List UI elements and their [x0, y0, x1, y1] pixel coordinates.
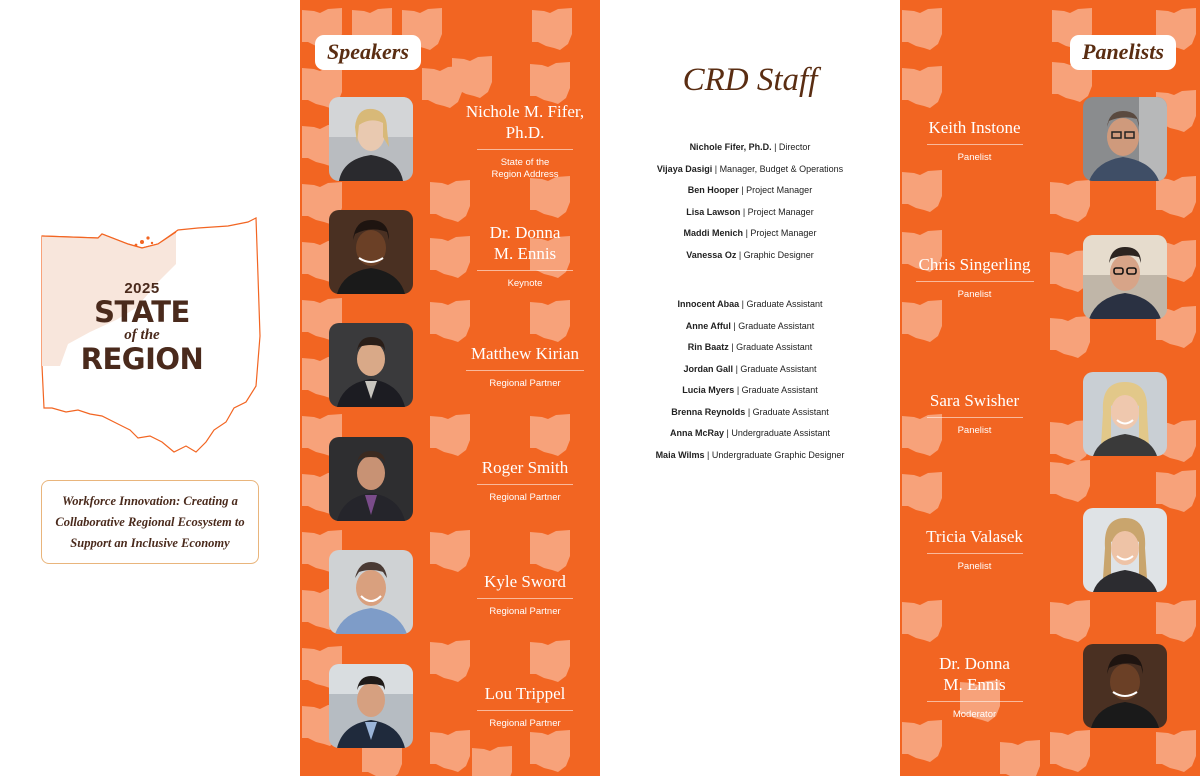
speaker-card-1 — [460, 101, 590, 181]
staff-entry: Maddi Menich | Project Manager — [683, 228, 817, 238]
panelist-card-2 — [906, 254, 1043, 301]
staff-list-assistants — [600, 294, 900, 466]
speaker-photo-5 — [329, 550, 413, 634]
speaker-name: Roger Smith — [481, 458, 569, 477]
panelist-role: Panelist — [957, 289, 992, 300]
staff-entry: Rin Baatz | Graduate Assistant — [687, 342, 813, 352]
panelist-photo-2 — [1083, 235, 1167, 319]
staff-heading: CRD Staff — [682, 62, 818, 98]
speaker-card-5 — [460, 571, 590, 618]
panelist-card-1 — [912, 117, 1037, 164]
event-title — [62, 280, 222, 375]
divider — [927, 417, 1023, 418]
panelist-name: Sara Swisher — [929, 391, 1020, 410]
speaker-name: Lou Trippel — [484, 684, 566, 703]
panelist-name: Chris Singerling — [918, 255, 1031, 274]
panelist-role: Panelist — [957, 152, 992, 163]
event-year: 2025 — [124, 280, 160, 297]
title-region: REGION — [80, 342, 204, 376]
divider — [477, 710, 573, 711]
speakers-panel — [300, 0, 600, 776]
speaker-name: Dr. Donna M. Ennis — [489, 223, 561, 263]
panelists-heading: Panelists — [1070, 35, 1176, 70]
divider — [927, 553, 1023, 554]
panelist-role: Panelist — [957, 561, 992, 572]
speaker-photo-4 — [329, 437, 413, 521]
divider — [916, 281, 1034, 282]
speaker-photo-2 — [329, 210, 413, 294]
panelist-name: Tricia Valasek — [926, 527, 1023, 546]
staff-entry: Anna McRay | Undergraduate Assistant — [670, 428, 830, 438]
speaker-card-2 — [460, 222, 590, 290]
speaker-name: Nichole M. Fifer, Ph.D. — [465, 102, 585, 142]
speaker-photo-6 — [329, 664, 413, 748]
divider — [466, 370, 584, 371]
divider — [927, 701, 1023, 702]
panelist-photo-3 — [1083, 372, 1167, 456]
panelist-photo-5 — [1083, 644, 1167, 728]
staff-entry: Lisa Lawson | Project Manager — [686, 206, 814, 217]
panelist-role: Panelist — [957, 425, 992, 436]
speaker-name: Matthew Kirian — [470, 344, 580, 363]
staff-entry: Ben Hooper | Project Manager — [687, 185, 813, 195]
speakers-heading: Speakers — [315, 35, 421, 70]
divider — [927, 144, 1023, 145]
speaker-photo-1 — [329, 97, 413, 181]
staff-list-primary — [600, 137, 900, 266]
divider — [477, 598, 573, 599]
staff-entry: Innocent Abaa | Graduate Assistant — [677, 299, 823, 309]
divider — [477, 270, 573, 271]
speaker-role: Keynote — [507, 278, 543, 289]
title-of-the: of the — [124, 327, 160, 343]
staff-entry: Maia Wilms | Undergraduate Graphic Designer — [655, 449, 845, 460]
speaker-card-3 — [450, 343, 600, 390]
staff-entry: Vanessa Oz | Graphic Designer — [686, 249, 814, 260]
speaker-role: State of the Region Address — [491, 157, 559, 180]
panelist-card-5 — [912, 653, 1037, 721]
panelists-panel — [900, 0, 1200, 776]
staff-entry: Brenna Reynolds | Graduate Assistant — [671, 406, 829, 417]
theme-box — [41, 480, 259, 564]
speaker-name: Kyle Sword — [484, 572, 566, 591]
panelist-name: Dr. Donna M. Ennis — [939, 654, 1010, 694]
staff-entry: Nichole Fifer, Ph.D. | Director — [689, 142, 811, 152]
divider — [477, 484, 573, 485]
speaker-role: Regional Partner — [489, 492, 561, 503]
cover-panel — [0, 0, 300, 776]
panelist-photo-1 — [1083, 97, 1167, 181]
speaker-card-4 — [460, 457, 590, 504]
speaker-role: Regional Partner — [489, 718, 561, 729]
staff-entry: Jordan Gall | Graduate Assistant — [683, 363, 817, 374]
staff-entry: Lucia Myers | Graduate Assistant — [682, 385, 818, 395]
panelist-card-3 — [912, 390, 1037, 437]
divider — [477, 149, 573, 150]
staff-panel — [600, 0, 900, 776]
panelist-photo-4 — [1083, 508, 1167, 592]
speaker-photo-3 — [329, 323, 413, 407]
panelist-card-4 — [912, 526, 1037, 573]
theme-text: Workforce Innovation: Creating a Collaborative Regional Ecosystem to Support an Inclusive Economy — [55, 493, 245, 550]
panelist-role: Moderator — [952, 709, 997, 720]
staff-entry: Anne Afful | Graduate Assistant — [685, 320, 815, 331]
panelist-name: Keith Instone — [928, 118, 1021, 137]
lake-erie-islands-icon — [135, 236, 154, 246]
speaker-card-6 — [460, 683, 590, 730]
speaker-role: Regional Partner — [489, 606, 561, 617]
speaker-role: Regional Partner — [489, 378, 561, 389]
title-state: STATE — [94, 295, 190, 329]
staff-entry: Vijaya Dasigi | Manager, Budget & Operations — [656, 163, 844, 174]
